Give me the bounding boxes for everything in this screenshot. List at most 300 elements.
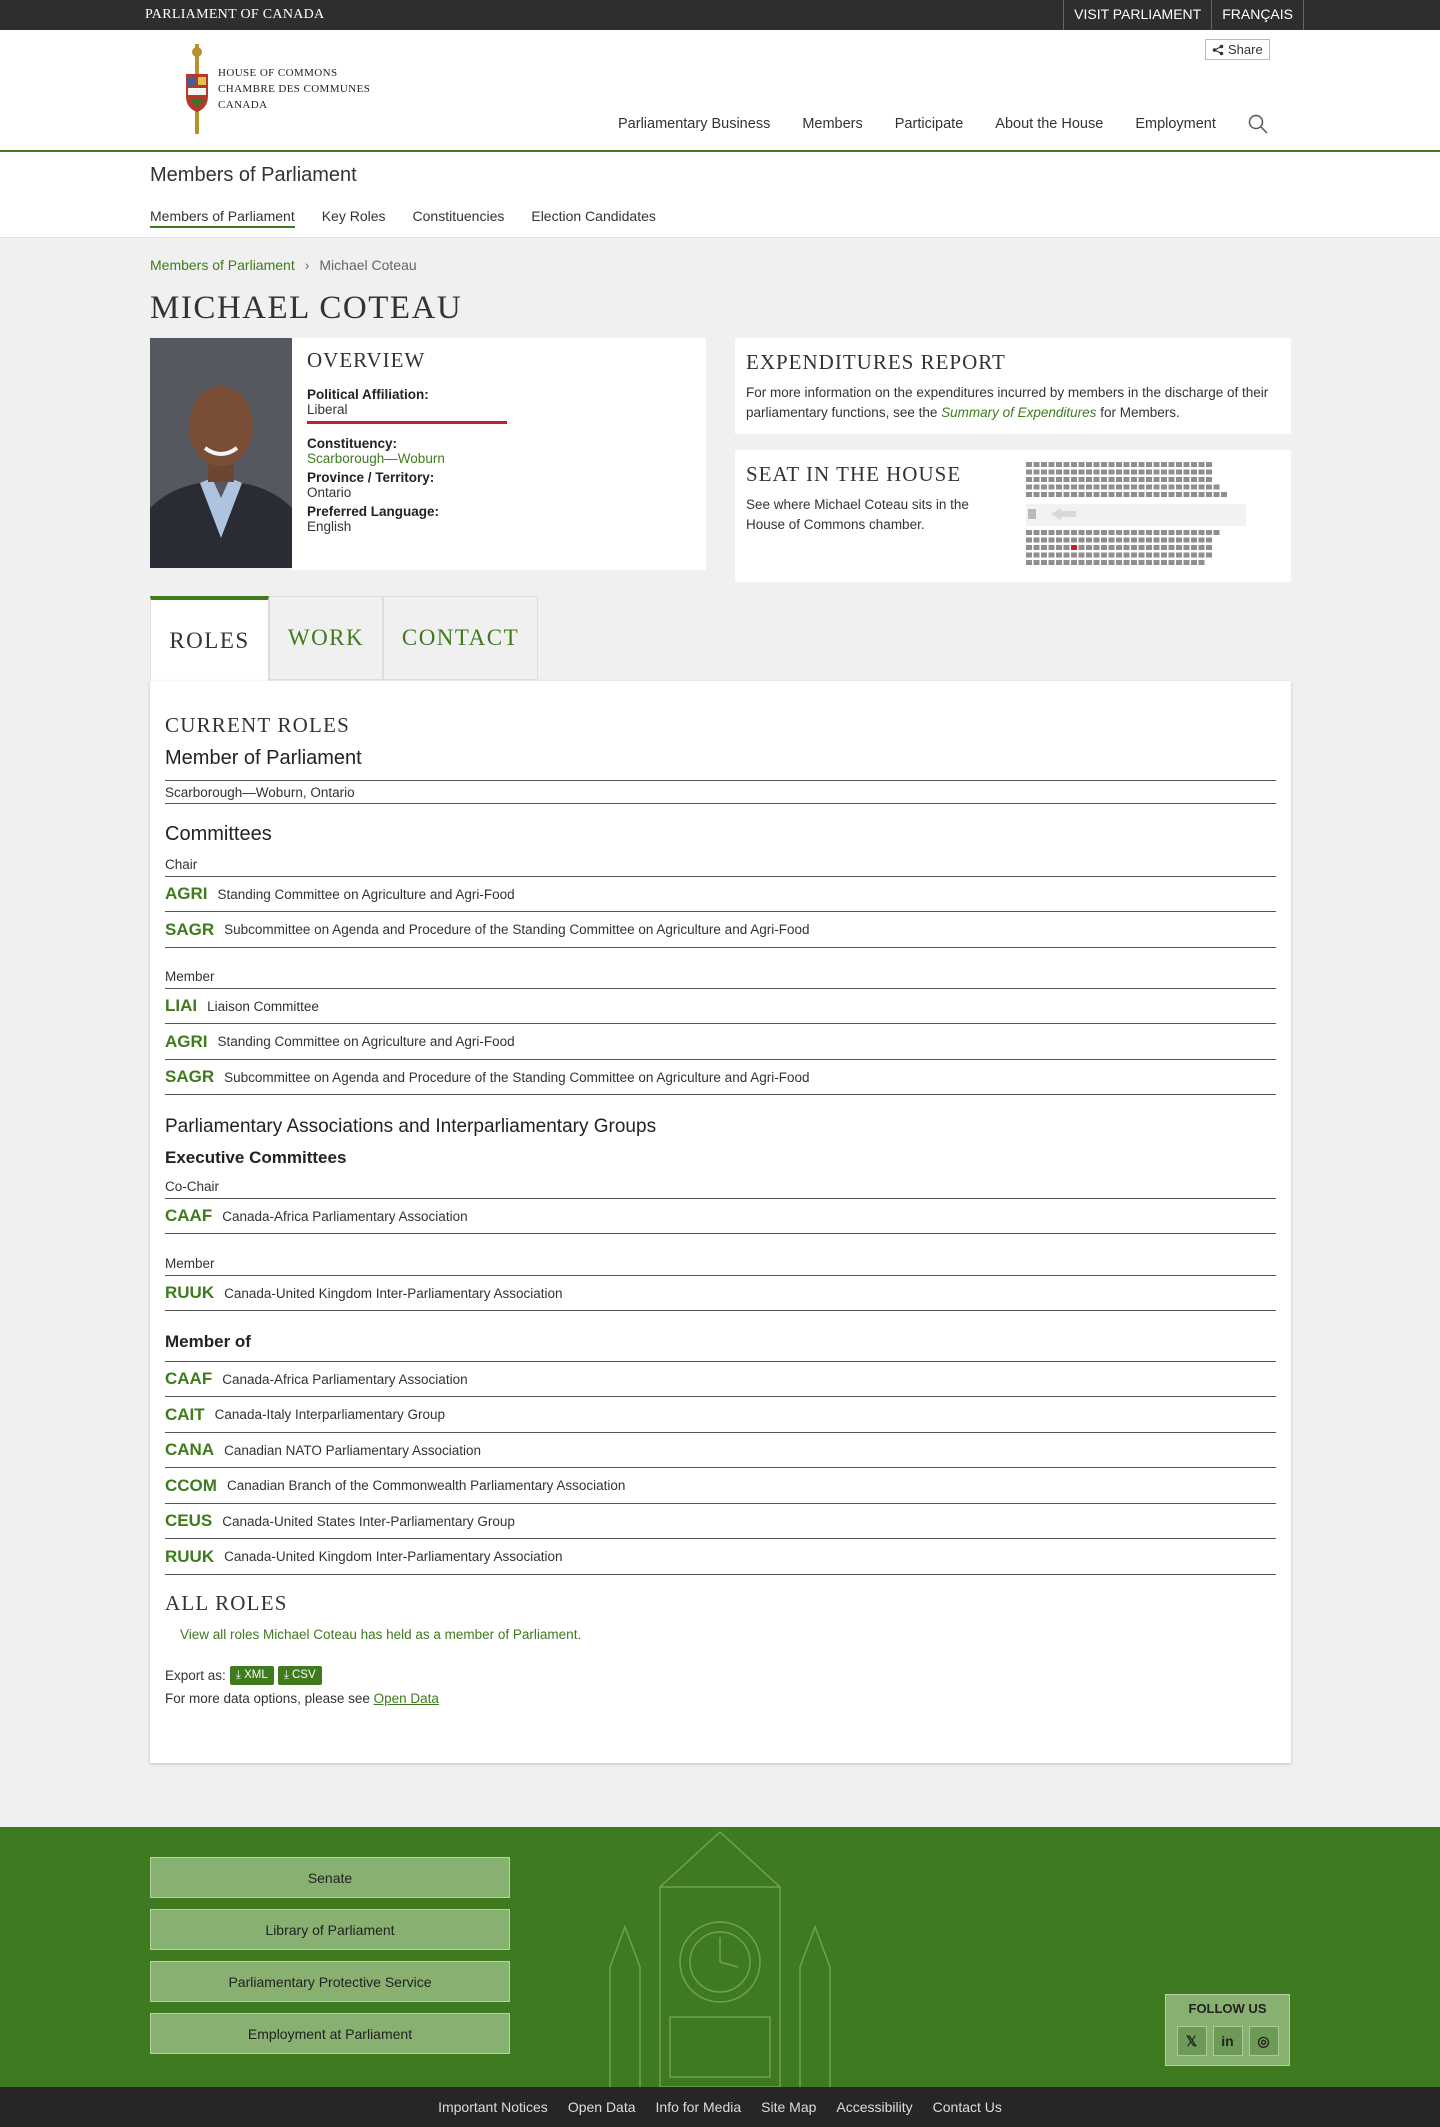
seat xyxy=(1086,560,1092,565)
role-abbr-link[interactable]: CAAF xyxy=(165,1369,213,1388)
seat xyxy=(1079,538,1085,543)
export-csv-button[interactable]: ⤓ CSV xyxy=(278,1666,322,1685)
role-row xyxy=(165,989,1276,1024)
section-header xyxy=(0,152,1440,238)
seat xyxy=(1026,462,1032,467)
seat xyxy=(1109,462,1115,467)
seat xyxy=(1086,485,1092,490)
seat xyxy=(1071,477,1077,482)
executive-committees-heading: Executive Committees xyxy=(165,1148,347,1167)
seat xyxy=(1071,485,1077,490)
seat-card xyxy=(735,450,1291,582)
seat xyxy=(1064,538,1070,543)
seat xyxy=(1109,560,1115,565)
seat xyxy=(1101,560,1107,565)
open-data-link[interactable]: Open Data xyxy=(373,1691,439,1706)
seat xyxy=(1124,485,1130,490)
role-row xyxy=(165,913,1276,948)
open-data-footer-link[interactable]: Open Data xyxy=(567,2099,636,2115)
role-abbr-link[interactable]: CAIT xyxy=(165,1404,205,1424)
seat xyxy=(1191,530,1197,535)
role-abbr-link[interactable]: CCOM xyxy=(165,1475,217,1495)
language-value: English xyxy=(307,519,352,534)
seat xyxy=(1176,462,1182,467)
seat xyxy=(1146,485,1152,490)
seat xyxy=(1026,545,1032,550)
seat xyxy=(1184,553,1190,558)
seat xyxy=(1146,477,1152,482)
role-abbr-link[interactable]: AGRI xyxy=(165,884,208,903)
seat xyxy=(1056,560,1062,565)
overview-card xyxy=(292,338,706,570)
seat xyxy=(1064,553,1070,558)
seat xyxy=(1176,530,1182,535)
seat xyxy=(1161,470,1167,475)
seat xyxy=(1034,553,1040,558)
seat xyxy=(1176,485,1182,490)
seat xyxy=(1116,530,1122,535)
role-name: Subcommittee on Agenda and Procedure of the Standing Committee on Agriculture and Agri-Food xyxy=(224,922,810,937)
seat xyxy=(1146,560,1152,565)
seat xyxy=(1199,485,1205,490)
seat xyxy=(1026,485,1032,490)
seat xyxy=(1094,538,1100,543)
subnav-members-of-parliament[interactable]: Members of Parliament xyxy=(150,208,295,228)
seat xyxy=(1116,470,1122,475)
follow-us-label: FOLLOW US xyxy=(1188,2001,1267,2016)
seat xyxy=(1101,530,1107,535)
x-icon[interactable]: 𝕏 xyxy=(1177,2026,1207,2056)
expenditures-text: For more information on the expenditures incurred by members in the discharge of their parliamentary functions, see the Summary of Expenditures for Members. xyxy=(746,385,1269,420)
seat xyxy=(1109,545,1115,550)
site-header xyxy=(0,30,1440,152)
francais-link[interactable]: FRANÇAIS xyxy=(1211,0,1304,30)
seat xyxy=(1124,530,1130,535)
constituency-label: Constituency: xyxy=(307,436,398,451)
breadcrumb-parent-link[interactable]: Members of Parliament xyxy=(150,257,295,273)
seat xyxy=(1154,492,1160,497)
seat xyxy=(1154,545,1160,550)
section-nav xyxy=(150,208,656,228)
seat xyxy=(1034,545,1040,550)
seat xyxy=(1154,470,1160,475)
role-row xyxy=(165,1362,1276,1397)
seat xyxy=(1139,485,1145,490)
seat xyxy=(1176,470,1182,475)
footer-protective-service-link[interactable]: Parliamentary Protective Service xyxy=(150,1961,510,2002)
seat-text: See where Michael Coteau sits in the House of Commons chamber. xyxy=(746,497,969,532)
seat xyxy=(1161,462,1167,467)
seat xyxy=(1101,492,1107,497)
seat xyxy=(1176,560,1182,565)
seat xyxy=(1041,545,1047,550)
role-abbr-link[interactable]: CANA xyxy=(165,1440,215,1459)
seat xyxy=(1161,492,1167,497)
exec-member-label: Member xyxy=(165,1256,215,1271)
seat xyxy=(1086,530,1092,535)
seat xyxy=(1169,477,1175,482)
speaker-chair xyxy=(1028,509,1036,519)
seat xyxy=(1146,462,1152,467)
member-label: Member xyxy=(165,969,215,984)
seat xyxy=(1101,462,1107,467)
seat xyxy=(1086,538,1092,543)
important-notices-link[interactable]: Important Notices xyxy=(438,2099,548,2115)
seat xyxy=(1191,538,1197,543)
overview-heading: OVERVIEW xyxy=(307,348,426,372)
house-of-commons-logo[interactable] xyxy=(184,44,370,134)
role-name: Standing Committee on Agriculture and Agri-Food xyxy=(217,886,515,902)
section-title: Members of Parliament xyxy=(150,164,357,186)
seat xyxy=(1184,462,1190,467)
associations-heading: Parliamentary Associations and Interparliamentary Groups xyxy=(165,1116,657,1137)
mp-heading: Member of Parliament xyxy=(165,747,362,769)
seat xyxy=(1184,485,1190,490)
seat xyxy=(1214,485,1220,490)
seat xyxy=(1146,538,1152,543)
seat xyxy=(1056,553,1062,558)
province-label: Province / Territory: xyxy=(307,470,435,485)
seat xyxy=(1206,477,1212,482)
tab-contact[interactable]: CONTACT xyxy=(383,596,538,680)
seat xyxy=(1214,492,1220,497)
seat xyxy=(1041,477,1047,482)
open-data-note: For more data options, please see Open Data xyxy=(165,1691,439,1706)
seat xyxy=(1101,470,1107,475)
linkedin-icon[interactable]: in xyxy=(1213,2026,1243,2056)
seat xyxy=(1131,477,1137,482)
seat xyxy=(1169,545,1175,550)
seat xyxy=(1071,538,1077,543)
seat xyxy=(1049,492,1055,497)
seat xyxy=(1064,560,1070,565)
seat xyxy=(1206,530,1212,535)
role-name: Canada-Africa Parliamentary Association xyxy=(222,1208,468,1224)
seat xyxy=(1094,470,1100,475)
seat xyxy=(1034,530,1040,535)
seat xyxy=(1146,553,1152,558)
seat xyxy=(1064,470,1070,475)
expenditures-card xyxy=(735,338,1291,434)
seat xyxy=(1094,545,1100,550)
seat xyxy=(1049,470,1055,475)
seat xyxy=(1079,485,1085,490)
export-row xyxy=(165,1666,322,1685)
seat xyxy=(1161,485,1167,490)
seat xyxy=(1199,553,1205,558)
role-abbr-link[interactable]: SAGR xyxy=(165,1067,215,1086)
seat xyxy=(1079,462,1085,467)
seat xyxy=(1131,530,1137,535)
footer-senate-link[interactable]: Senate xyxy=(150,1857,510,1898)
seat xyxy=(1176,545,1182,550)
seat xyxy=(1221,492,1227,497)
co-chair-label: Co-Chair xyxy=(165,1179,220,1194)
crest-icon xyxy=(184,44,210,134)
seat xyxy=(1154,553,1160,558)
seat xyxy=(1086,470,1092,475)
seat xyxy=(1049,545,1055,550)
seat xyxy=(1169,553,1175,558)
seat xyxy=(1161,538,1167,543)
contact-us-link[interactable]: Contact Us xyxy=(932,2099,1002,2115)
seat xyxy=(1146,470,1152,475)
seat xyxy=(1139,530,1145,535)
seat xyxy=(1026,477,1032,482)
role-row xyxy=(165,1398,1276,1433)
profile-tabs xyxy=(150,596,538,682)
role-row xyxy=(165,877,1276,912)
seat xyxy=(1071,553,1077,558)
seat xyxy=(1026,553,1032,558)
role-abbr-link[interactable]: AGRI xyxy=(165,1031,208,1051)
seat xyxy=(1191,560,1197,565)
seat xyxy=(1206,538,1212,543)
seat xyxy=(1034,538,1040,543)
seat xyxy=(1131,545,1137,550)
seat xyxy=(1094,462,1100,467)
seat xyxy=(1184,477,1190,482)
role-name: Canada-Africa Parliamentary Association xyxy=(222,1371,468,1387)
seat xyxy=(1199,462,1205,467)
seat xyxy=(1176,538,1182,543)
seat xyxy=(1116,485,1122,490)
seat xyxy=(1131,470,1137,475)
site-map-link[interactable]: Site Map xyxy=(761,2099,817,2115)
seat xyxy=(1109,530,1115,535)
seat xyxy=(1206,553,1212,558)
role-row xyxy=(165,1540,1276,1575)
export-label: Export as: xyxy=(165,1668,226,1683)
seat xyxy=(1191,553,1197,558)
seat xyxy=(1094,553,1100,558)
instagram-icon[interactable]: ◎ xyxy=(1249,2026,1279,2056)
role-name: Subcommittee on Agenda and Procedure of the Standing Committee on Agriculture and Agri-Food xyxy=(224,1069,810,1085)
seat xyxy=(1109,538,1115,543)
constituency-link[interactable]: Scarborough—Woburn xyxy=(307,451,445,466)
summary-of-expenditures-link[interactable]: Summary of Expenditures xyxy=(941,405,1097,420)
seat xyxy=(1101,538,1107,543)
role-row xyxy=(165,1025,1276,1060)
seat xyxy=(1161,553,1167,558)
seat xyxy=(1071,462,1077,467)
role-name: Canadian Branch of the Commonwealth Parliamentary Association xyxy=(226,1478,626,1493)
seat xyxy=(1139,462,1145,467)
subnav-constituencies[interactable]: Constituencies xyxy=(412,208,505,224)
seat xyxy=(1169,530,1175,535)
seat xyxy=(1124,470,1130,475)
seat xyxy=(1161,530,1167,535)
info-for-media-link[interactable]: Info for Media xyxy=(655,2099,742,2115)
seat xyxy=(1049,538,1055,543)
seat xyxy=(1049,553,1055,558)
breadcrumb-current: Michael Coteau xyxy=(319,257,417,273)
nav-about-the-house[interactable]: About the House xyxy=(995,116,1104,132)
role-abbr-link[interactable]: RUUK xyxy=(165,1546,215,1566)
seat xyxy=(1199,545,1205,550)
seat xyxy=(1056,530,1062,535)
download-icon: ⤓ xyxy=(283,1669,292,1681)
nav-participate[interactable]: Participate xyxy=(894,116,964,132)
seat xyxy=(1124,553,1130,558)
seat xyxy=(1056,470,1062,475)
seat xyxy=(1154,477,1160,482)
seat xyxy=(1034,477,1040,482)
subnav-key-roles[interactable]: Key Roles xyxy=(321,208,386,224)
seat xyxy=(1124,492,1130,497)
nav-employment[interactable]: Employment xyxy=(1135,116,1216,132)
current-roles-heading: CURRENT ROLES xyxy=(165,713,350,737)
member-photo xyxy=(150,338,292,568)
chevron-right-icon: › xyxy=(304,257,310,273)
expenditures-heading: EXPENDITURES REPORT xyxy=(746,350,1006,374)
share-button[interactable] xyxy=(1205,39,1270,60)
nav-parliamentary-business[interactable]: Parliamentary Business xyxy=(618,116,771,132)
seat xyxy=(1139,470,1145,475)
seat xyxy=(1041,492,1047,497)
seat xyxy=(1146,492,1152,497)
export-xml-button[interactable]: ⤓ XML xyxy=(230,1666,274,1685)
seat xyxy=(1109,470,1115,475)
seat xyxy=(1034,492,1040,497)
seat xyxy=(1124,462,1130,467)
seat xyxy=(1026,470,1032,475)
view-all-roles-link[interactable]: View all roles Michael Coteau has held as a member of Parliament. xyxy=(180,1627,582,1642)
footer-employment-link[interactable]: Employment at Parliament xyxy=(150,2013,510,2054)
seat xyxy=(1191,545,1197,550)
peace-tower-illustration xyxy=(600,1827,840,2087)
seat xyxy=(1034,462,1040,467)
seat xyxy=(1124,545,1130,550)
accessibility-link[interactable]: Accessibility xyxy=(836,2099,913,2115)
seat xyxy=(1086,492,1092,497)
footer-library-link[interactable]: Library of Parliament xyxy=(150,1909,510,1950)
seat-map[interactable] xyxy=(1026,462,1256,572)
seat xyxy=(1191,462,1197,467)
seat xyxy=(1086,553,1092,558)
seat xyxy=(1139,492,1145,497)
top-bar xyxy=(0,0,1440,30)
role-name: Canadian NATO Parliamentary Association xyxy=(224,1442,481,1458)
share-icon xyxy=(1212,44,1224,56)
seat xyxy=(1184,530,1190,535)
site-footer xyxy=(0,1827,1440,2087)
seat xyxy=(1146,530,1152,535)
seat xyxy=(1064,462,1070,467)
seat xyxy=(1169,462,1175,467)
seat xyxy=(1206,470,1212,475)
seat xyxy=(1116,538,1122,543)
seat xyxy=(1191,485,1197,490)
seat xyxy=(1079,553,1085,558)
seat xyxy=(1041,470,1047,475)
seat xyxy=(1139,545,1145,550)
seat xyxy=(1199,530,1205,535)
seat xyxy=(1206,492,1212,497)
seat xyxy=(1139,477,1145,482)
seat xyxy=(1116,553,1122,558)
seat xyxy=(1154,530,1160,535)
top-links xyxy=(1063,0,1304,30)
seat xyxy=(1184,538,1190,543)
seat xyxy=(1206,545,1212,550)
logo-line-2: CHAMBRE DES COMMUNES xyxy=(218,83,371,95)
seat xyxy=(1124,560,1130,565)
seat xyxy=(1026,492,1032,497)
seat xyxy=(1064,477,1070,482)
seat xyxy=(1041,538,1047,543)
seat xyxy=(1056,462,1062,467)
seat xyxy=(1131,462,1137,467)
role-abbr-link[interactable]: SAGR xyxy=(165,919,215,939)
divider xyxy=(165,780,1276,781)
seat xyxy=(1124,477,1130,482)
seat xyxy=(1191,492,1197,497)
search-icon[interactable] xyxy=(1248,114,1268,134)
seat xyxy=(1124,538,1130,543)
seat xyxy=(1139,553,1145,558)
seat xyxy=(1176,477,1182,482)
role-row xyxy=(165,1060,1276,1095)
seat xyxy=(1154,462,1160,467)
role-abbr-link[interactable]: CAAF xyxy=(165,1206,213,1225)
role-abbr-link[interactable]: RUUK xyxy=(165,1283,215,1302)
seat xyxy=(1041,560,1047,565)
seat xyxy=(1206,485,1212,490)
seat xyxy=(1071,470,1077,475)
role-name: Canada-United Kingdom Inter-Parliamentary Association xyxy=(224,1549,563,1564)
role-name: Canada-United States Inter-Parliamentary Group xyxy=(222,1513,515,1529)
seat xyxy=(1049,560,1055,565)
seat xyxy=(1199,538,1205,543)
seat xyxy=(1184,545,1190,550)
seat xyxy=(1094,485,1100,490)
seat xyxy=(1049,530,1055,535)
seat xyxy=(1086,545,1092,550)
seat xyxy=(1109,477,1115,482)
seat xyxy=(1056,492,1062,497)
seat xyxy=(1094,530,1100,535)
seat xyxy=(1049,462,1055,467)
seat xyxy=(1116,477,1122,482)
seat xyxy=(1041,485,1047,490)
seat xyxy=(1169,470,1175,475)
seat xyxy=(1184,470,1190,475)
logo-line-1: HOUSE OF COMMONS xyxy=(218,67,338,79)
role-abbr-link[interactable]: CEUS xyxy=(165,1511,213,1530)
seat xyxy=(1169,538,1175,543)
member-of-heading: Member of xyxy=(165,1332,251,1351)
seat xyxy=(1094,492,1100,497)
visit-parliament-link[interactable]: VISIT PARLIAMENT xyxy=(1063,0,1211,30)
party-color-bar xyxy=(307,421,507,424)
tab-roles[interactable]: ROLES xyxy=(150,596,269,682)
follow-us-box xyxy=(1165,1994,1290,2066)
member-portrait xyxy=(150,338,292,568)
seat xyxy=(1131,492,1137,497)
seat xyxy=(1109,553,1115,558)
seat xyxy=(1056,477,1062,482)
nav-members[interactable]: Members xyxy=(802,116,863,132)
tab-work[interactable]: WORK xyxy=(269,596,383,680)
role-row xyxy=(165,1504,1276,1539)
seat xyxy=(1094,560,1100,565)
role-abbr-link[interactable]: LIAI xyxy=(165,996,198,1015)
seat xyxy=(1064,530,1070,535)
logo-line-3: CANADA xyxy=(218,99,268,111)
subnav-election-candidates[interactable]: Election Candidates xyxy=(531,208,656,224)
seat xyxy=(1041,462,1047,467)
